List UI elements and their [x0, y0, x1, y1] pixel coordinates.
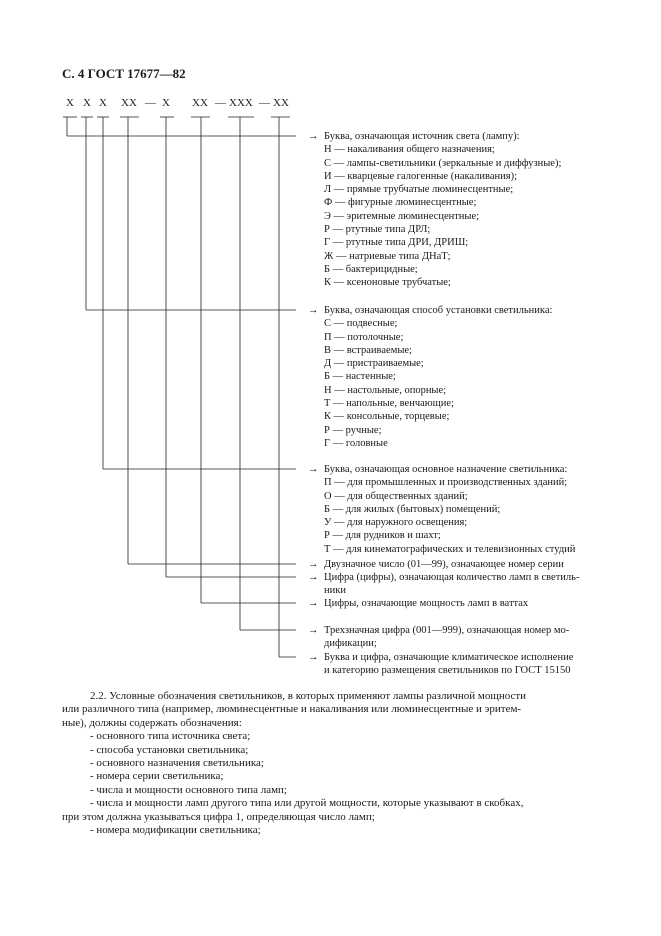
entry-title — [308, 130, 600, 143]
entry-line: У — для наружного освещения; — [324, 517, 468, 529]
entry-title-text: Трехзначная цифра (001—999), означающая номер мо- — [324, 625, 570, 636]
entry-title-text: Цифра (цифры), означающая количество ламп в светиль- — [324, 572, 580, 583]
paragraph-line: или различного типа (например, люминесцентные и накаливания или люминесцентные и эритем- — [62, 703, 522, 716]
code-part: ХХХ — [229, 97, 253, 109]
entry-title-text: Буква, означающая источник света (лампу): — [324, 131, 520, 142]
entry-line: И — кварцевые галогенные (накаливания); — [324, 170, 517, 182]
entry-line: Р — для рудников и шахт; — [324, 530, 441, 542]
arrow-right-icon: → — [308, 131, 319, 142]
entry-line: В — встраиваемые; — [324, 344, 412, 356]
entry-line: С — подвесные; — [324, 318, 398, 330]
entry-line: О — для общественных зданий; — [324, 490, 468, 502]
code-part: ХХ — [121, 97, 137, 109]
entry-line: ники — [324, 585, 346, 597]
entry-title — [308, 304, 600, 317]
entry-mounting — [308, 304, 600, 450]
entry-line: Н — накаливания общего назначения; — [324, 144, 495, 156]
entry-line: Т — напольные, венчающие; — [324, 398, 454, 410]
entry-line: Н — настольные, опорные; — [324, 384, 447, 396]
paragraph-line: - способа установки светильника; — [90, 743, 249, 756]
entry-lamp-power — [308, 597, 600, 610]
entry-line: и категорию размещения светильников по ГОСТ 15150 — [324, 665, 571, 677]
entry-title — [308, 558, 600, 571]
paragraph-line: - числа и мощности ламп другого типа или другой мощности, которые указывают в скобках, — [90, 797, 524, 810]
paragraph-line: ные), должны содержать обозначения: — [62, 716, 242, 729]
code-part: Х — [66, 97, 74, 109]
entry-line: Р — ртутные типа ДРЛ; — [324, 224, 431, 236]
paragraph-line: 2.2. Условные обозначения светильников, в которых применяют лампы различной мощности — [90, 690, 527, 702]
arrow-right-icon: → — [308, 305, 319, 316]
entry-line: дификации; — [324, 638, 377, 650]
paragraph-2-2 — [62, 690, 600, 837]
paragraph-line: - номера модификации светильника; — [90, 824, 261, 837]
arrow-right-icon: → — [308, 598, 319, 609]
entry-line: Б — настенные; — [324, 371, 396, 383]
code-part: Х — [99, 97, 107, 109]
entry-title-text: Буква и цифра, означающие климатическое исполнение — [324, 652, 574, 663]
entry-line: Т — для кинематографических и телевизионных студий — [324, 543, 576, 555]
entry-series-number — [308, 558, 600, 571]
page-header: С. 4 ГОСТ 17677—82 — [62, 66, 186, 81]
code-dash: — — [259, 97, 270, 109]
entry-title — [308, 463, 600, 476]
arrow-right-icon: → — [308, 572, 319, 583]
paragraph-line: - основного типа источника света; — [90, 730, 251, 743]
entry-title-text: Буква, означающая способ установки светильника: — [324, 305, 553, 316]
entry-line: П — потолочные; — [324, 331, 404, 343]
entry-light-source — [308, 130, 600, 290]
arrow-right-icon: → — [308, 464, 319, 475]
entry-title-text: Буква, означающая основное назначение светильника: — [324, 464, 568, 475]
entry-modification — [308, 624, 600, 651]
code-dash: — — [145, 97, 156, 109]
paragraph-line: - номера серии светильника; — [90, 770, 224, 783]
code-part: Х — [83, 97, 91, 109]
entry-line: Г — ртутные типа ДРИ, ДРИШ; — [324, 237, 469, 249]
code-part: ХХ — [192, 97, 208, 109]
code-dash: — — [215, 97, 226, 109]
entry-line: Э — эритемные люминесцентные; — [324, 210, 480, 222]
entry-line: К — ксеноновые трубчатые; — [324, 277, 451, 289]
entry-line: Л — прямые трубчатые люминесцентные; — [324, 184, 514, 196]
entry-title-text: Цифры, означающие мощность ламп в ваттах — [324, 598, 529, 609]
code-part: ХХ — [273, 97, 289, 109]
entry-title-text: Двузначное число (01—99), означающее номер серии — [324, 559, 564, 570]
entry-line: Ж — натриевые типа ДНаТ; — [324, 250, 451, 262]
paragraph-line: - числа и мощности основного типа ламп; — [90, 783, 287, 796]
code-part: Х — [162, 97, 170, 109]
entry-line: П — для промышленных и производственных зданий; — [324, 477, 568, 489]
arrow-right-icon: → — [308, 559, 319, 570]
entry-line: К — консольные, торцевые; — [324, 411, 450, 423]
entry-line: Ф — фигурные люминесцентные; — [324, 197, 477, 209]
entry-line: Д — пристраиваемые; — [324, 358, 424, 370]
arrow-right-icon: → — [308, 652, 319, 663]
paragraph-line: - основного назначения светильника; — [90, 757, 264, 770]
arrow-right-icon: → — [308, 625, 319, 636]
entry-title — [308, 571, 600, 584]
entry-title — [308, 651, 600, 664]
entry-climate — [308, 651, 600, 678]
entry-line: Г — головные — [324, 437, 388, 449]
entry-lamp-count — [308, 571, 600, 598]
entry-title — [308, 597, 600, 610]
entry-purpose — [308, 463, 600, 556]
paragraph-line: при этом должна указываться цифра 1, определяющая число ламп; — [62, 810, 375, 823]
entry-line: Б — для жилых (бытовых) помещений; — [324, 503, 501, 515]
entry-line: Р — ручные; — [324, 424, 382, 436]
entry-line: Б — бактерицидные; — [324, 263, 418, 275]
entry-title — [308, 624, 600, 637]
entry-line: С — лампы-светильники (зеркальные и диффузные); — [324, 157, 562, 169]
